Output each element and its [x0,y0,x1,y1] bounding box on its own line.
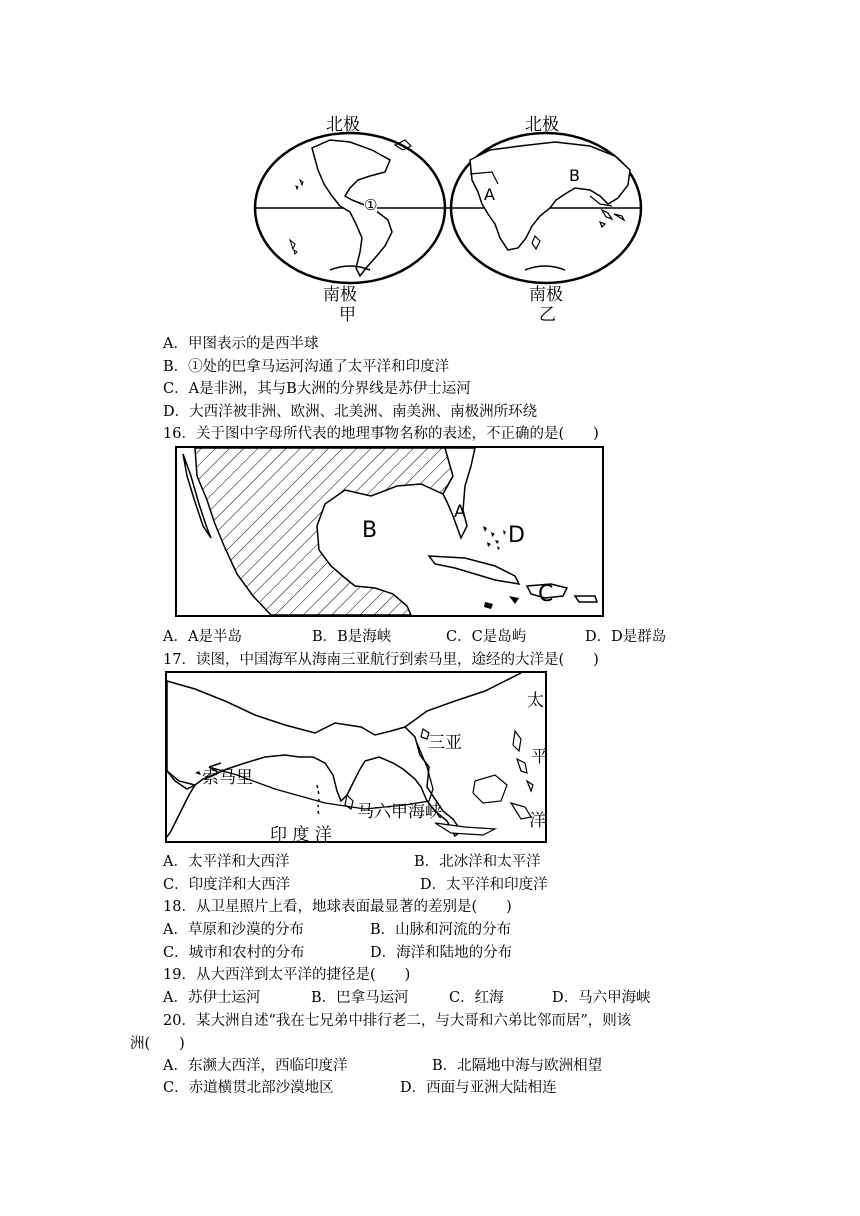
map16-c-label: C [538,582,554,607]
map16-d-label: D [508,523,525,548]
q18-option-b: B．山脉和河流的分布 [370,922,512,938]
map16-b-label: B [362,518,378,543]
q18-option-d: D．海洋和陆地的分布 [370,945,513,961]
q20-stem-line2: 洲( ) [130,1036,185,1052]
q20-option-d: D．西面与亚洲大陆相连 [400,1080,557,1096]
q17-option-c: C．印度洋和大西洋 [163,877,291,893]
map17-somali-label: 索马里 [202,768,253,788]
q17-option-a: A．太平洋和大西洋 [163,854,290,870]
q20-option-a: A．东濒大西洋，西临印度洋 [163,1058,348,1074]
q17-option-d: D．太平洋和印度洋 [420,877,548,893]
map17-indian-ocean-label: 印 度 洋 [270,825,332,845]
q20-stem-line1: 20．某大洲自述“我在七兄弟中排行老二，与大哥和六弟比邻而居”，则该 [163,1013,632,1029]
q18-option-c: C．城市和农村的分布 [163,945,305,961]
q20-option-b: B．北隔地中海与欧洲相望 [432,1058,603,1074]
map17-malacca-label: 马六甲海峡 [357,802,442,822]
hemispheres-map [0,0,860,330]
q15-option-c: C．A是非洲，其与B大洲的分界线是苏伊士运河 [163,381,471,397]
q16-option-d: D．D是群岛 [585,629,667,645]
south-pole-label-left: 南极 [323,285,357,305]
q16-option-c: C．C是岛屿 [446,629,527,645]
letter-a-label: A [484,185,495,204]
indian-ocean-route-map [165,671,547,843]
q19-stem: 19．从大西洋到太平洋的捷径是( ) [163,967,411,983]
north-pole-label-right: 北极 [525,115,559,135]
map17-yang-label: 洋 [529,811,546,831]
yi-label: 乙 [539,305,556,325]
q17-option-b: B．北冰洋和太平洋 [414,854,541,870]
q18-option-a: A．草原和沙漠的分布 [163,922,304,938]
marker-1-label: ① [364,196,378,214]
map17-sanya-label: 三亚 [428,733,462,753]
letter-b-label: B [569,166,580,185]
map16-a-label: A [454,502,466,522]
q16-option-a: A．A是半岛 [163,629,242,645]
q15-option-b: B．①处的巴拿马运河沟通了太平洋和印度洋 [163,359,450,375]
q16-stem: 16．关于图中字母所代表的地理事物名称的表述，不正确的是( ) [163,426,599,442]
q19-option-b: B．巴拿马运河 [311,990,409,1006]
q19-option-a: A．苏伊士运河 [163,990,261,1006]
q18-stem: 18．从卫星照片上看，地球表面最显著的差别是( ) [163,899,512,915]
jia-label: 甲 [339,305,356,325]
q20-option-c: C．赤道横贯北部沙漠地区 [163,1080,334,1096]
q19-option-d: D．马六甲海峡 [552,990,651,1006]
q19-option-c: C．红海 [449,990,504,1006]
q16-option-b: B．B是海峡 [312,629,392,645]
map17-ping-label: 平 [531,747,548,767]
q17-stem: 17．读图，中国海军从海南三亚航行到索马里，途经的大洋是( ) [163,652,599,668]
q15-option-d: D．大西洋被非洲、欧洲、北美洲、南美洲、南极洲所环绕 [163,404,538,420]
map17-tai-label: 太 [527,691,544,711]
south-pole-label-right: 南极 [529,285,563,305]
q15-option-a: A．甲图表示的是西半球 [163,336,319,352]
north-pole-label-left: 北极 [326,115,360,135]
